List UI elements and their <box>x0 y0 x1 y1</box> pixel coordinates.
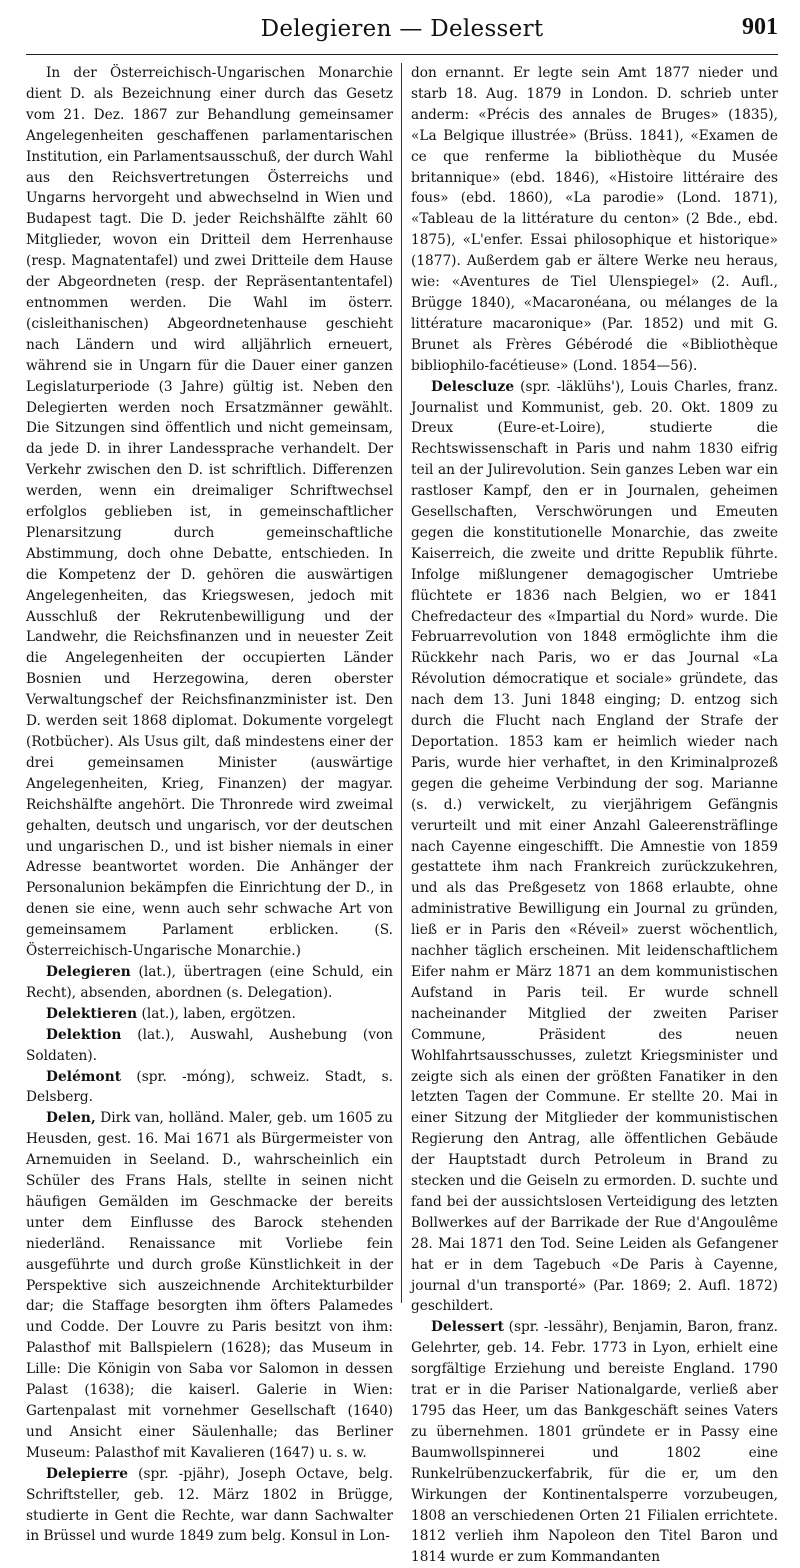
entry-delepierre <box>26 1464 393 1548</box>
headword: Delegieren <box>46 963 131 980</box>
entry-text: (spr. -pjähr), Joseph Octave, belg. Schriftsteller, geb. 12. März 1802 in Brügge, studierte in Gent die Rechte, war dann Sachwalter in Brüssel und wurde 1849 zum belg. Konsul in Lon- <box>26 1465 393 1545</box>
entry-delegieren <box>26 962 393 1004</box>
paragraph-continuation: don ernannt. Er legte sein Amt 1877 nieder und starb 18. Aug. 1879 in London. D. schrieb unter anderm: «Précis des annales de Bruges» (1835), «La Belgique illustrée» (Brüss. 1841), «Examen de ce que renferme la bibliothèque du Musée britannique» (ebd. 1846), «Histoire littéraire des fous» (ebd. 1860), «La parodie» (Lond. 1871), «Tableau de la littérature du centon» (2 Bde., ebd. 1875), «L'enfer. Essai philosophique et historique» (1877). Außerdem gab er ältere Werke neu heraus, wie: «Aventures de Tiel Ulenspiegel» (2. Aufl., Brügge 1840), «Macaronéana, ou mélanges de la littérature macaronique» (Par. 1852) und mit G. Brunet als Frères Gébérodé die «Bibliothèque bibliophilo-facétieuse» (Lond. 1854—56). <box>411 65 778 374</box>
left-column <box>26 63 393 1568</box>
entry-text: (lat.), Auswahl, Aushebung (von Soldaten). <box>26 1026 393 1064</box>
right-column <box>411 63 778 1568</box>
column-divider <box>401 63 402 1303</box>
paragraph-intro: In der Österreichisch-Ungarischen Monarchie dient D. als Bezeichnung einer durch das Gesetz vom 21. Dez. 1867 zur Behandlung gemeinsamer Angelegenheiten geschaffenen parlamentarischen Institution, ein Parlamentsausschuß, der durch Wahl aus den Reichsvertretungen Österreichs und Ungarns hervorgeht und abwechselnd in Wien und Budapest tagt. Die D. jeder Reichshälfte zählt 60 Mitglieder, wovon ein Dritteil dem Herrenhause (resp. Magnatentafel) und zwei Dritteile dem Hause der Abgeordneten (resp. der Repräsentantentafel) entnommen werden. Die Wahl im österr. (cisleithanischen) Abgeordnetenhause geschieht nach Ländern und wird alljährlich erneuert, während sie in Ungarn für die Dauer einer ganzen Legislaturperiode (3 Jahre) gültig ist. Neben den Delegierten werden noch Ersatzmänner gewählt. Die Sitzungen sind öffentlich und nicht gemeinsam, da jede D. in ihrer Landessprache verhandelt. Der Verkehr zwischen den D. ist schriftlich. Differenzen werden, wenn ein dreimaliger Schriftwechsel erfolglos geblieben ist, in gemeinschaftlicher Plenarsitzung durch gemeinschaftliche Abstimmung, doch ohne Debatte, entschieden. In die Kompetenz der D. gehören die auswärtigen Angelegenheiten, das Kriegswesen, jedoch mit Ausschluß der Rekrutenbewilligung und der Landwehr, die Reichsfinanzen und in neuester Zeit die Angelegenheiten der occupierten Länder Bosnien und Herzegowina, deren oberster Verwaltungschef der Reichsfinanzminister ist. Den D. werden seit 1868 diplomat. Dokumente vorgelegt (Rotbücher). Als Usus gilt, daß mindestens einer der drei gemeinsamen Minister (auswärtige Angelegenheiten, Krieg, Finanzen) der magyar. Reichshälfte angehört. Die Thronrede wird zweimal gehalten, deutsch und ungarisch, vor der deutschen und ungarischen D., und ist bisher niemals in einer Adresse beantwortet worden. Die Anhänger der Personalunion bekämpfen die Einrichtung der D., in denen sie eine, wenn auch sehr schwache Art von gemeinsamem Parlament erblicken. (S. Österreichisch-Ungarische Monarchie.) <box>26 65 393 960</box>
entry-delescluze <box>411 377 778 1318</box>
headword: Delepierre <box>46 1465 129 1482</box>
headword: Delen, <box>46 1110 96 1127</box>
entry-delen <box>26 1108 393 1463</box>
running-header <box>26 10 778 55</box>
headword: Delémont <box>46 1068 122 1085</box>
headword: Delessert <box>431 1319 505 1336</box>
entry-delemont <box>26 1067 393 1109</box>
headword: Delescluze <box>431 378 515 395</box>
headword: Delektion <box>46 1026 122 1043</box>
entry-text: (spr. -lessähr), Benjamin, Baron, franz. Gelehrter, geb. 14. Febr. 1773 in Lyon, erhielt eine sorgfältige Erziehung und bereiste England. 1790 trat er in die Pariser Nationalgarde, verließ aber 1795 das Heer, um das Bankgeschäft seines Vaters zu übernehmen. 1801 gründete er in Passy eine Baumwollspinnerei und 1802 eine Runkelrübenzuckerfabrik, für die er, um den Wirkungen der Kontinentalsperre vorzubeugen, 1808 an verschiedenen Orten 21 Filialen errichtete. 1812 verlieh ihm Napoleon den Titel Baron und 1814 wurde er zum Kommandanten <box>411 1319 778 1566</box>
running-title: Delegieren — Delessert <box>260 16 544 42</box>
entry-delektion <box>26 1025 393 1067</box>
entry-delessert <box>411 1317 778 1568</box>
two-column-body <box>26 55 778 1568</box>
entry-text: (spr. -móng), schweiz. Stadt, s. Delsberg. <box>26 1068 393 1106</box>
entry-text: (lat.), laben, ergötzen. <box>137 1005 296 1022</box>
entry-text: (lat.), übertragen (eine Schuld, ein Recht), absenden, abordnen (s. Delegation). <box>26 963 393 1001</box>
entry-delektieren <box>26 1004 393 1025</box>
entry-text: (spr. -läklühs'), Louis Charles, franz. Journalist und Kommunist, geb. 20. Okt. 1809 zu Dreux (Eure-et-Loire), studierte die Rechtswissenschaft in Paris und nahm 1830 eifrig teil an der Julirevolution. Sein ganzes Leben war ein rastloser Kampf, den er in Journalen, geheimen Gesellschaften, Verschwörungen und Emeuten gegen die konstitutionelle Monarchie, das zweite Kaiserreich, die zweite und dritte Republik führte. Infolge mißlungener demagogischer Umtriebe flüchtete er 1836 nach Belgien, wo er 1841 Chefredacteur des «Impartial du Nord» wurde. Die Februarrevolution von 1848 ermöglichte ihm die Rückkehr nach Paris, wo er das Journal «La Révolution démocratique et sociale» gründete, das nach dem 13. Juni 1848 einging; D. entzog sich durch die Flucht nach England der Strafe der Deportation. 1853 kam er heimlich wieder nach Paris, wurde hier verhaftet, in den Kriminalprozeß gegen die geheime Verbindung der sog. Marianne (s. d.) verwickelt, zu vierjährigem Gefängnis verurteilt und mit einer Anzahl Galeerensträflinge nach Cayenne eingeschifft. Die Amnestie von 1859 gestattete ihm nach Frankreich zurückzukehren, und als das Preßgesetz von 1868 erlaubte, ohne administrative Bewilligung ein Journal zu gründen, ließ er in Paris den «Réveil» zuerst wöchentlich, nachher täglich erscheinen. Mit leidenschaftlichem Eifer nahm er März 1871 an dem kommunistischen Aufstand in Paris teil. Er wurde schnell nacheinander Mitglied der zweiten Pariser Commune, Präsident des neuen Wohlfahrtsausschusses, zuletzt Kriegsminister und zeigte sich als einen der größten Fanatiker in den letzten Tagen der Commune. Er stellte 20. Mai in einer Sitzung der Mitglieder der kommunistischen Regierung den Antrag, alle öffentlichen Gebäude der Hauptstadt durch Petroleum in Brand zu stecken und die Geiseln zu ermorden. D. suchte und fand bei der aussichtslosen Verteidigung des letzten Bollwerkes auf der Barrikade der Rue d'Angoulême 28. Mai 1871 den Tod. Seine Leiden als Gefangener hat er in dem Tagebuch «De Paris à Cayenne, journal d'un transporté» (Par. 1869; 2. Aufl. 1872) geschildert. <box>411 378 778 1315</box>
page-number: 901 <box>742 14 778 40</box>
entry-text: Dirk van, holländ. Maler, geb. um 1605 zu Heusden, gest. 16. Mai 1671 als Bürgermeister von Arnemuiden in Seeland. D., wahrscheinlich ein Schüler des Frans Hals, stellte in seinen nicht häufigen Gemälden im Geschmacke der bereits unter dem Einflusse des Barock stehenden niederländ. Renaissance mit Vorliebe fein ausgeführte und durch große Künstlichkeit in der Perspektive sich auszeichnende Architekturbilder dar; die Staffage besorgten ihm öfters Palamedes und Codde. Der Louvre zu Paris besitzt von ihm: Palasthof mit Ballspielern (1628); das Museum in Lille: Die Königin von Saba vor Salomon in dessen Palast (1638); die kaiserl. Galerie in Wien: Gartenpalast mit vornehmer Gesellschaft (1640) und Ansicht einer Säulenhalle; das Berliner Museum: Palasthof mit Kavalieren (1647) u. s. w. <box>26 1110 393 1461</box>
headword: Delektieren <box>46 1005 138 1022</box>
